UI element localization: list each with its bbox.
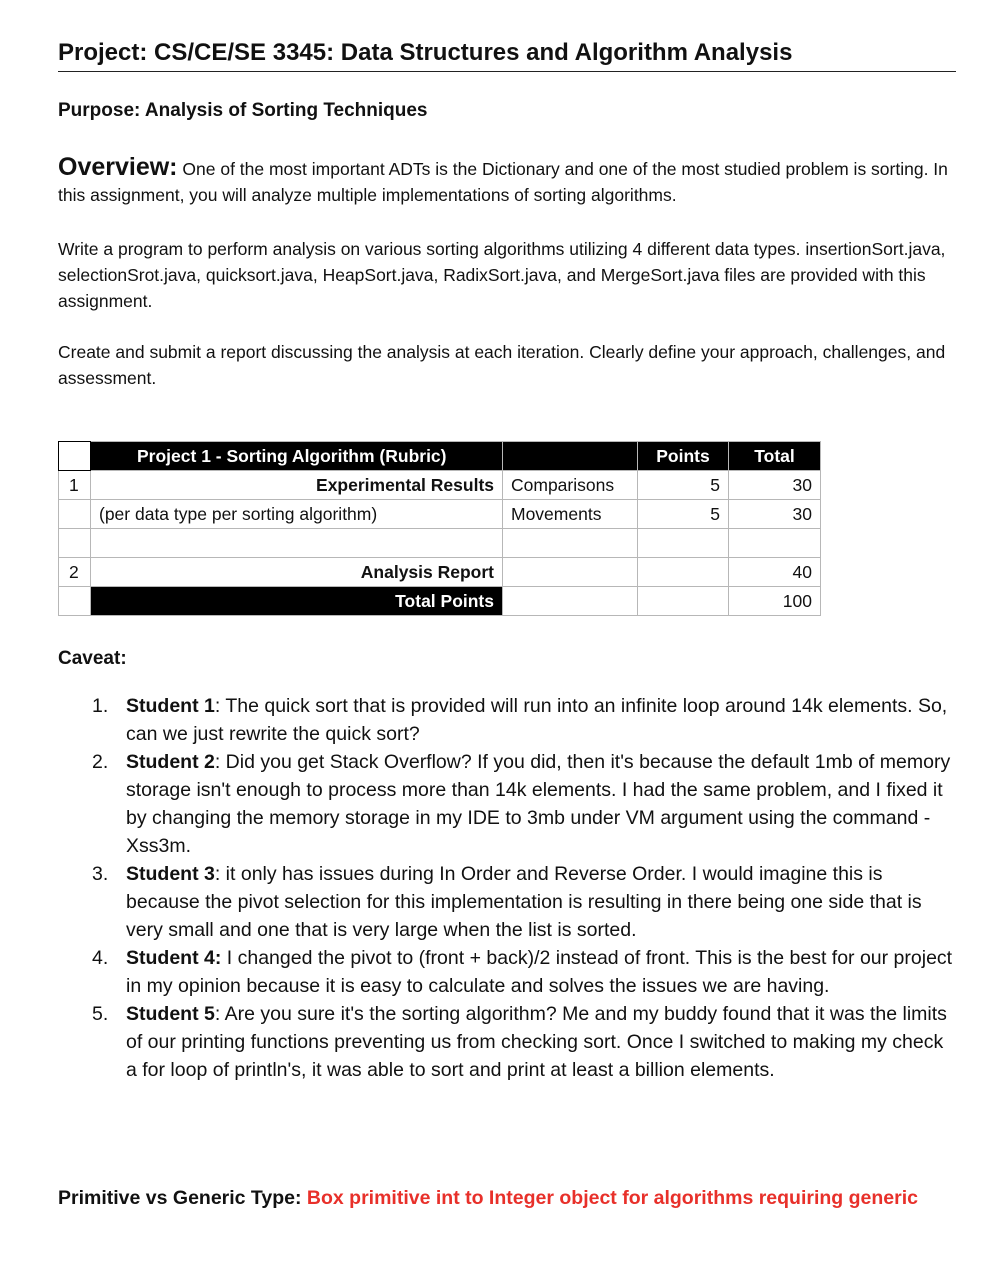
row-total <box>729 529 821 558</box>
row-label: (per data type per sorting algorithm) <box>91 500 503 529</box>
program-paragraph: Write a program to perform analysis on various sorting algorithms utilizing 4 different data types. insertionSort.java, selectionSrot.java, quicksort.java, HeapSort.java, RadixSort.java, and MergeSort.java files are provided with this assignment. <box>58 239 946 311</box>
list-number: 3. <box>92 863 109 885</box>
caveat-heading: Caveat: <box>58 648 127 669</box>
caveat-text: I changed the pivot to (front + back)/2 instead of front. This is the best for our project in my opinion because it is easy to calculate and solves the issues we are having. <box>126 947 953 997</box>
row-total: 40 <box>729 558 821 587</box>
table-row <box>59 500 821 529</box>
rubric-header-total: Total <box>729 442 821 471</box>
list-number: 5. <box>92 1003 109 1025</box>
rubric-table <box>58 441 821 616</box>
table-row <box>59 471 821 500</box>
rubric-title: Project 1 - Sorting Algorithm (Rubric) <box>91 442 503 471</box>
row-sub: Comparisons <box>503 471 638 500</box>
row-sub <box>503 587 638 616</box>
caveat-list <box>92 692 956 1084</box>
list-item <box>92 692 956 748</box>
list-item <box>92 748 956 860</box>
caveat-text: : it only has issues during In Order and Reverse Order. I would imagine this is because the pivot selection for this implementation is resulting in there being one side that is very small and one that is very large when the list is sorted. <box>126 863 922 941</box>
row-total: 30 <box>729 471 821 500</box>
row-points <box>638 587 729 616</box>
row-total: 30 <box>729 500 821 529</box>
caveat-text: : Are you sure it's the sorting algorithm? Me and my buddy found that it was the limits of our printing functions preventing us from checking sort. Once I switched to making my check a for loop of println's, it was able to sort and print at least a billion elements. <box>126 1003 947 1081</box>
list-number: 4. <box>92 947 109 969</box>
student-name: Student 2 <box>126 751 215 773</box>
row-label: Analysis Report <box>91 558 503 587</box>
list-item <box>92 1000 956 1084</box>
list-item <box>92 860 956 944</box>
purpose-heading: Purpose: Analysis of Sorting Techniques <box>58 100 428 121</box>
student-name: Student 5 <box>126 1003 215 1025</box>
row-points <box>638 529 729 558</box>
report-paragraph: Create and submit a report discussing the analysis at each iteration. Clearly define your approach, challenges, and assessment. <box>58 342 946 388</box>
row-number: 2 <box>59 558 91 587</box>
primitive-note <box>58 1184 958 1212</box>
student-name: Student 1 <box>126 695 215 717</box>
row-number: 1 <box>59 471 91 500</box>
caveat-text: : The quick sort that is provided will run into an infinite loop around 14k elements. So, can we just rewrite the quick sort? <box>126 695 948 745</box>
row-label-total-points: Total Points <box>91 587 503 616</box>
row-points: 5 <box>638 500 729 529</box>
student-name: Student 4: <box>126 947 222 969</box>
rubric-header-row <box>59 442 821 471</box>
primitive-label: Primitive vs Generic Type: <box>58 1187 302 1209</box>
list-number: 2. <box>92 751 109 773</box>
row-sub: Movements <box>503 500 638 529</box>
row-number <box>59 529 91 558</box>
document-title: Project: CS/CE/SE 3345: Data Structures and Algorithm Analysis <box>58 38 956 72</box>
row-label: Experimental Results <box>91 471 503 500</box>
overview-text: One of the most important ADTs is the Dictionary and one of the most studied problem is sorting. In this assignment, you will analyze multiple implementations of sorting algorithms. <box>58 159 948 205</box>
row-sub <box>503 529 638 558</box>
table-row <box>59 558 821 587</box>
rubric-header-sub <box>503 442 638 471</box>
caveat-text: : Did you get Stack Overflow? If you did, then it's because the default 1mb of memory storage isn't enough to process more than 14k elements. I had the same problem, and I fixed it by changing the memory storage in my IDE to 3mb under VM argument using the command -Xss3m. <box>126 751 951 857</box>
list-item <box>92 944 956 1000</box>
list-number: 1. <box>92 695 109 717</box>
row-points: 5 <box>638 471 729 500</box>
table-row <box>59 529 821 558</box>
row-number <box>59 500 91 529</box>
row-total: 100 <box>729 587 821 616</box>
overview-paragraph <box>58 154 958 208</box>
rubric-header-num <box>59 442 91 471</box>
row-sub <box>503 558 638 587</box>
row-number <box>59 587 91 616</box>
row-label <box>91 529 503 558</box>
rubric-header-points: Points <box>638 442 729 471</box>
table-row <box>59 587 821 616</box>
overview-heading: Overview: <box>58 153 178 181</box>
row-points <box>638 558 729 587</box>
student-name: Student 3 <box>126 863 215 885</box>
primitive-text: Box primitive int to Integer object for algorithms requiring generic <box>306 1187 919 1209</box>
